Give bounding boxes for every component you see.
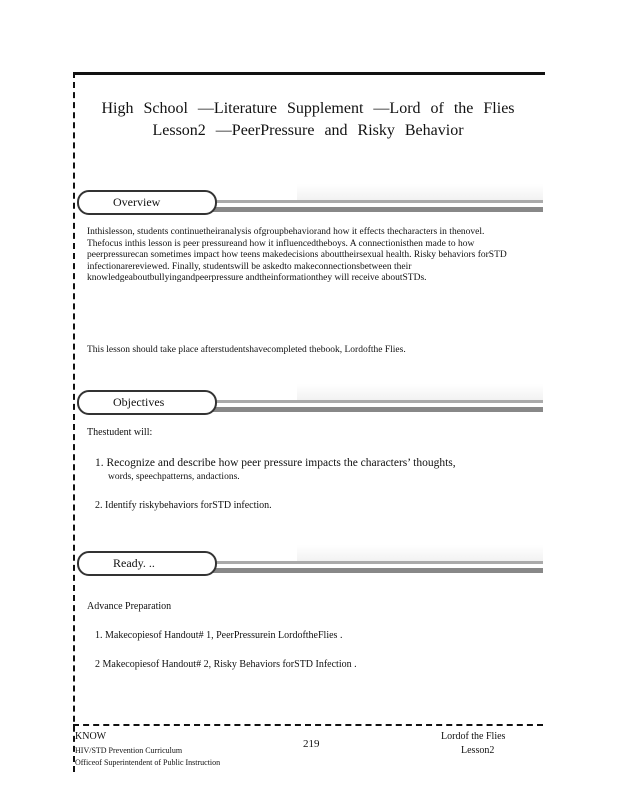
section-header-overview [77, 190, 543, 216]
left-dashed-border [73, 72, 75, 772]
section-pill-objectives [77, 390, 217, 415]
footer-know: KNOW [75, 731, 107, 742]
objective-1-sub: words, speechpatterns, andactions. [108, 472, 240, 482]
page-number: 219 [303, 738, 320, 750]
overview-paragraph-1: Inthislesson, students continuetheiranalysis ofgroupbehaviorand how it effects thecharacters in thenovel. Thefocus inthis lesson is peer pressureand how it influencedtheboys. A connectionisthen made to how peerpressurecan sometimes impact how teens makedecisions abouttheirsexual health. Risky behaviors forSTD infectionarereviewed. Finally, studentswill be askedto makeconnectionsbetween their knowledgeaboutbullyingandpeerpressure andtheinformationthey will receive aboutSTDs. [87, 227, 507, 284]
section-pill-overview [77, 190, 217, 215]
section-header-objectives [77, 390, 543, 416]
section-label-objectives: Objectives [113, 395, 165, 409]
top-rule [73, 72, 545, 75]
section-header-ready [77, 551, 543, 577]
footer-office: Officeof Superintendent of Public Instruction [75, 758, 221, 767]
overview-paragraph-2: This lesson should take place afterstudentshavecompleted thebook, Lordofthe Flies. [87, 345, 406, 355]
section-label-overview: Overview [113, 195, 161, 209]
objectives-intro: Thestudent will: [87, 427, 153, 438]
preparation-item-2: 2 Makecopiesof Handout# 2, Risky Behaviors forSTD Infection . [95, 659, 357, 670]
objective-item-1 [95, 456, 515, 484]
title-line-2: Lesson2 —PeerPressure and Risky Behavior [152, 122, 464, 139]
footer-book-title: Lordof the Flies [441, 731, 506, 742]
footer-lesson: Lesson2 [461, 745, 495, 756]
advance-preparation-heading: Advance Preparation [87, 601, 172, 612]
section-label-ready: Ready. .. [113, 556, 155, 570]
objective-1-main: 1. Recognize and describe how peer pressure impacts the characters’ thoughts, [95, 457, 456, 469]
objective-item-2: 2. Identify riskybehaviors forSTD infection. [95, 500, 272, 511]
title-line-1: High School —Literature Supplement —Lord of the Flies [101, 100, 515, 117]
footer-curriculum: HIV/STD Prevention Curriculum [75, 746, 183, 755]
page-title [78, 98, 538, 142]
bottom-dashed-border [73, 724, 543, 726]
section-pill-ready [77, 551, 217, 576]
preparation-item-1: 1. Makecopiesof Handout# 1, PeerPressurein LordoftheFlies . [95, 630, 343, 641]
